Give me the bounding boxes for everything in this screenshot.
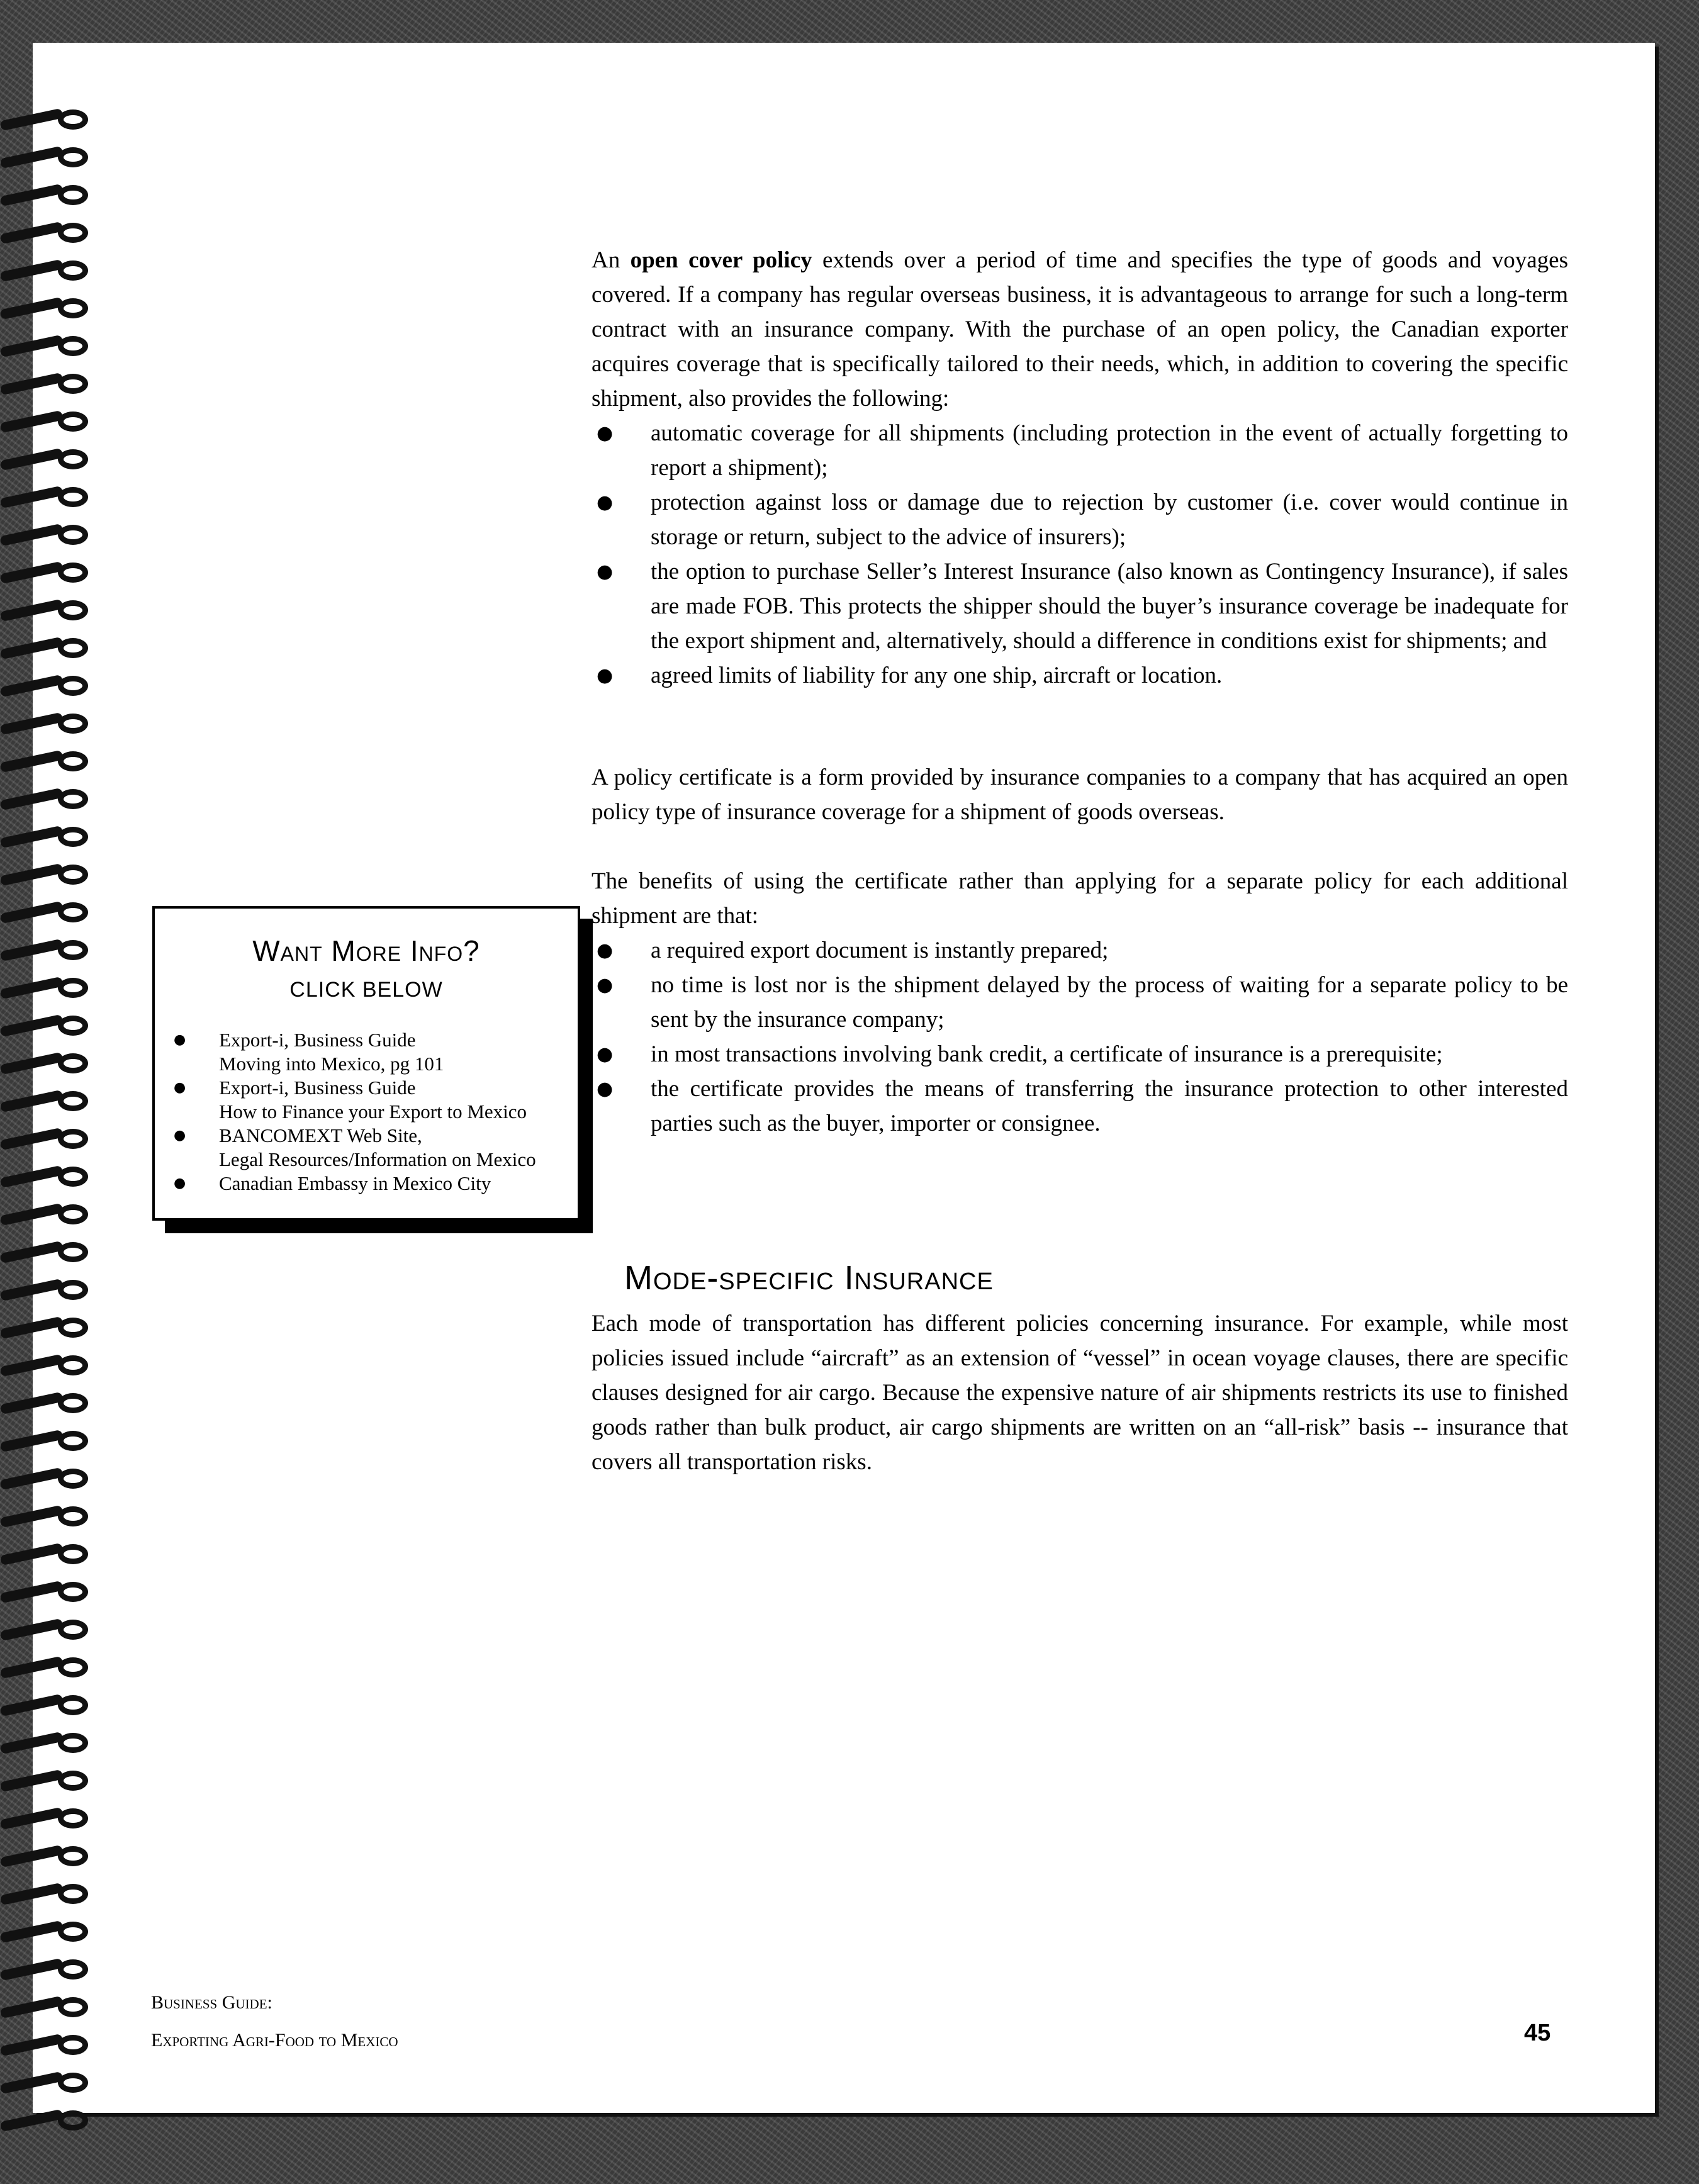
binding-coil — [0, 1389, 94, 1417]
binding-coil — [0, 257, 94, 284]
binding-coil — [0, 1012, 94, 1039]
binding-coil — [0, 1125, 94, 1153]
sidebar-link-canadian-embassy[interactable] — [174, 1172, 576, 1196]
sidebar-link-list — [174, 1028, 576, 1196]
binding-coil — [0, 596, 94, 624]
link-subtitle: How to Finance your Export to Mexico — [219, 1100, 527, 1123]
section-heading: Mode-specific Insurance — [624, 1259, 994, 1297]
binding-coil — [0, 521, 94, 549]
binding-coil — [0, 1238, 94, 1266]
binding-coil — [0, 1201, 94, 1228]
binding-coil — [0, 332, 94, 360]
bullet-icon: ● — [597, 1078, 614, 1100]
binding-coil — [0, 974, 94, 1002]
binding-coil — [0, 1050, 94, 1077]
open-cover-term: open cover policy — [630, 247, 812, 273]
open-cover-section — [592, 243, 1568, 693]
document-page — [33, 43, 1655, 2113]
binding-coil — [0, 710, 94, 737]
sidebar-link-moving-into-mexico[interactable] — [174, 1028, 576, 1076]
list-item — [592, 416, 1568, 485]
binding-coil — [0, 1880, 94, 1908]
binding-coil — [0, 1654, 94, 1681]
binding-coil — [0, 1616, 94, 1644]
link-subtitle: Legal Resources/Information on Mexico — [219, 1148, 536, 1170]
binding-coil — [0, 1767, 94, 1795]
binding-coil — [0, 748, 94, 775]
benefits-section — [592, 864, 1568, 1141]
binding-coil — [0, 219, 94, 247]
binding-coil — [0, 1314, 94, 1341]
binding-coil — [0, 672, 94, 700]
page-number: 45 — [1524, 2020, 1551, 2046]
footer-line-1: Business Guide: — [151, 1992, 272, 2013]
binding-coil — [0, 559, 94, 586]
binding-coil — [0, 143, 94, 171]
policy-certificate-paragraph — [592, 760, 1568, 829]
binding-coil — [0, 408, 94, 435]
bullet-icon: ● — [597, 974, 614, 996]
binding-coil — [0, 936, 94, 964]
binding-coil — [0, 1918, 94, 1946]
binding-coil — [0, 1427, 94, 1455]
list-item-text: the certificate provides the means of transferring the insurance protection to other interested parties such as the buyer, importer or consignee. — [651, 1076, 1568, 1136]
footer-guide-title — [151, 1984, 398, 2059]
link-title: Export-i, Business Guide — [219, 1029, 416, 1051]
open-cover-paragraph — [592, 243, 1568, 416]
footer-line-2: Exporting Agri-Food to Mexico — [151, 2030, 398, 2051]
bullet-icon: ● — [597, 561, 614, 583]
want-more-info-box — [152, 906, 580, 1221]
binding-coil — [0, 1540, 94, 1568]
bullet-icon: ● — [597, 1043, 614, 1065]
binding-coil — [0, 106, 94, 133]
list-item — [592, 968, 1568, 1037]
list-item — [592, 1072, 1568, 1141]
list-item — [592, 1037, 1568, 1072]
binding-coil — [0, 1087, 94, 1115]
binding-coil — [0, 181, 94, 209]
binding-coil — [0, 1465, 94, 1492]
binding-coil — [0, 899, 94, 926]
link-title: Canadian Embassy in Mexico City — [219, 1172, 491, 1194]
link-title: BANCOMEXT Web Site, — [219, 1124, 422, 1146]
link-title: Export-i, Business Guide — [219, 1077, 416, 1099]
binding-coil — [0, 1956, 94, 1983]
mode-specific-paragraph — [592, 1306, 1568, 1479]
spiral-binding — [33, 106, 127, 2151]
sidebar-link-bancomext[interactable] — [174, 1124, 576, 1172]
bullet-icon: ● — [597, 939, 614, 961]
binding-coil — [0, 1805, 94, 1832]
open-cover-text: extends over a period of time and specifies the type of goods and voyages covered. If a company has regular overseas business, it is advantageous to arrange for such a long-term contract with an insurance company. With the purchase of an open policy, the Canadian exporter acquires coverage that is specifically tailored to their needs, which, in addition to covering the specific shipment, also provides the following: — [592, 247, 1568, 412]
mode-specific-text: Each mode of transportation has different policies concerning insurance. For example, while most policies issued include “aircraft” as an extension of “vessel” in ocean voyage clauses, there are specific clauses designed for air cargo. Because the expensive nature of air shipments restricts its use to finished goods rather than bulk product, air cargo shipments are written on an “all-risk” basis -- insurance that covers all transportation risks. — [592, 1311, 1568, 1475]
binding-coil — [0, 1578, 94, 1606]
binding-coil — [0, 2031, 94, 2059]
benefits-intro: The benefits of using the certificate rather than applying for a separate policy for each additional shipment are that: — [592, 868, 1568, 929]
policy-certificate-text: A policy certificate is a form provided by insurance companies to a company that has acquired an open policy type of insurance coverage for a shipment of goods overseas. — [592, 764, 1568, 825]
binding-coil — [0, 1503, 94, 1530]
binding-coil — [0, 445, 94, 473]
binding-coil — [0, 1842, 94, 1870]
list-item-text: a required export document is instantly prepared; — [651, 938, 1109, 963]
binding-coil — [0, 2069, 94, 2097]
sidebar-subtitle: CLICK BELOW — [289, 978, 443, 1002]
binding-coil — [0, 1993, 94, 2021]
binding-coil — [0, 1352, 94, 1379]
list-item — [592, 554, 1568, 658]
open-cover-lead: An — [592, 247, 631, 273]
binding-coil — [0, 1691, 94, 1719]
binding-coil — [0, 2107, 94, 2134]
list-item-text: protection against loss or damage due to rejection by customer (i.e. cover would continue in storage or return, subject to the advice of insurers); — [651, 490, 1568, 550]
sidebar-title: Want More Info? — [252, 934, 480, 967]
binding-coil — [0, 370, 94, 398]
binding-coil — [0, 294, 94, 322]
bullet-icon: ● — [174, 1175, 186, 1191]
binding-coil — [0, 823, 94, 851]
list-item — [592, 658, 1568, 693]
binding-coil — [0, 861, 94, 888]
bullet-icon: ● — [174, 1128, 186, 1143]
binding-coil — [0, 634, 94, 662]
list-item — [592, 485, 1568, 554]
bullet-icon: ● — [597, 491, 614, 513]
bullet-icon: ● — [174, 1080, 186, 1095]
binding-coil — [0, 1729, 94, 1757]
sidebar-link-finance-export[interactable] — [174, 1076, 576, 1124]
link-subtitle: Moving into Mexico, pg 101 — [219, 1053, 444, 1075]
list-item-text: in most transactions involving bank credit, a certificate of insurance is a prerequisite; — [651, 1041, 1443, 1067]
list-item-text: no time is lost nor is the shipment delayed by the process of waiting for a separate policy to be sent by the insurance company; — [651, 972, 1568, 1033]
bullet-icon: ● — [597, 664, 614, 686]
list-item-text: the option to purchase Seller’s Interest Insurance (also known as Contingency Insurance), if sales are made FOB. This protects the shipper should the buyer’s insurance coverage be inadequate for the export shipment and, alternatively, should a difference in conditions exist for shipments; and — [651, 559, 1568, 654]
binding-coil — [0, 1163, 94, 1190]
binding-coil — [0, 1276, 94, 1304]
bullet-icon: ● — [174, 1032, 186, 1048]
bullet-icon: ● — [597, 422, 614, 444]
binding-coil — [0, 785, 94, 813]
binding-coil — [0, 483, 94, 511]
list-item-text: agreed limits of liability for any one ship, aircraft or location. — [651, 663, 1223, 688]
list-item — [592, 933, 1568, 968]
list-item-text: automatic coverage for all shipments (including protection in the event of actually forgetting to report a shipment); — [651, 420, 1568, 481]
